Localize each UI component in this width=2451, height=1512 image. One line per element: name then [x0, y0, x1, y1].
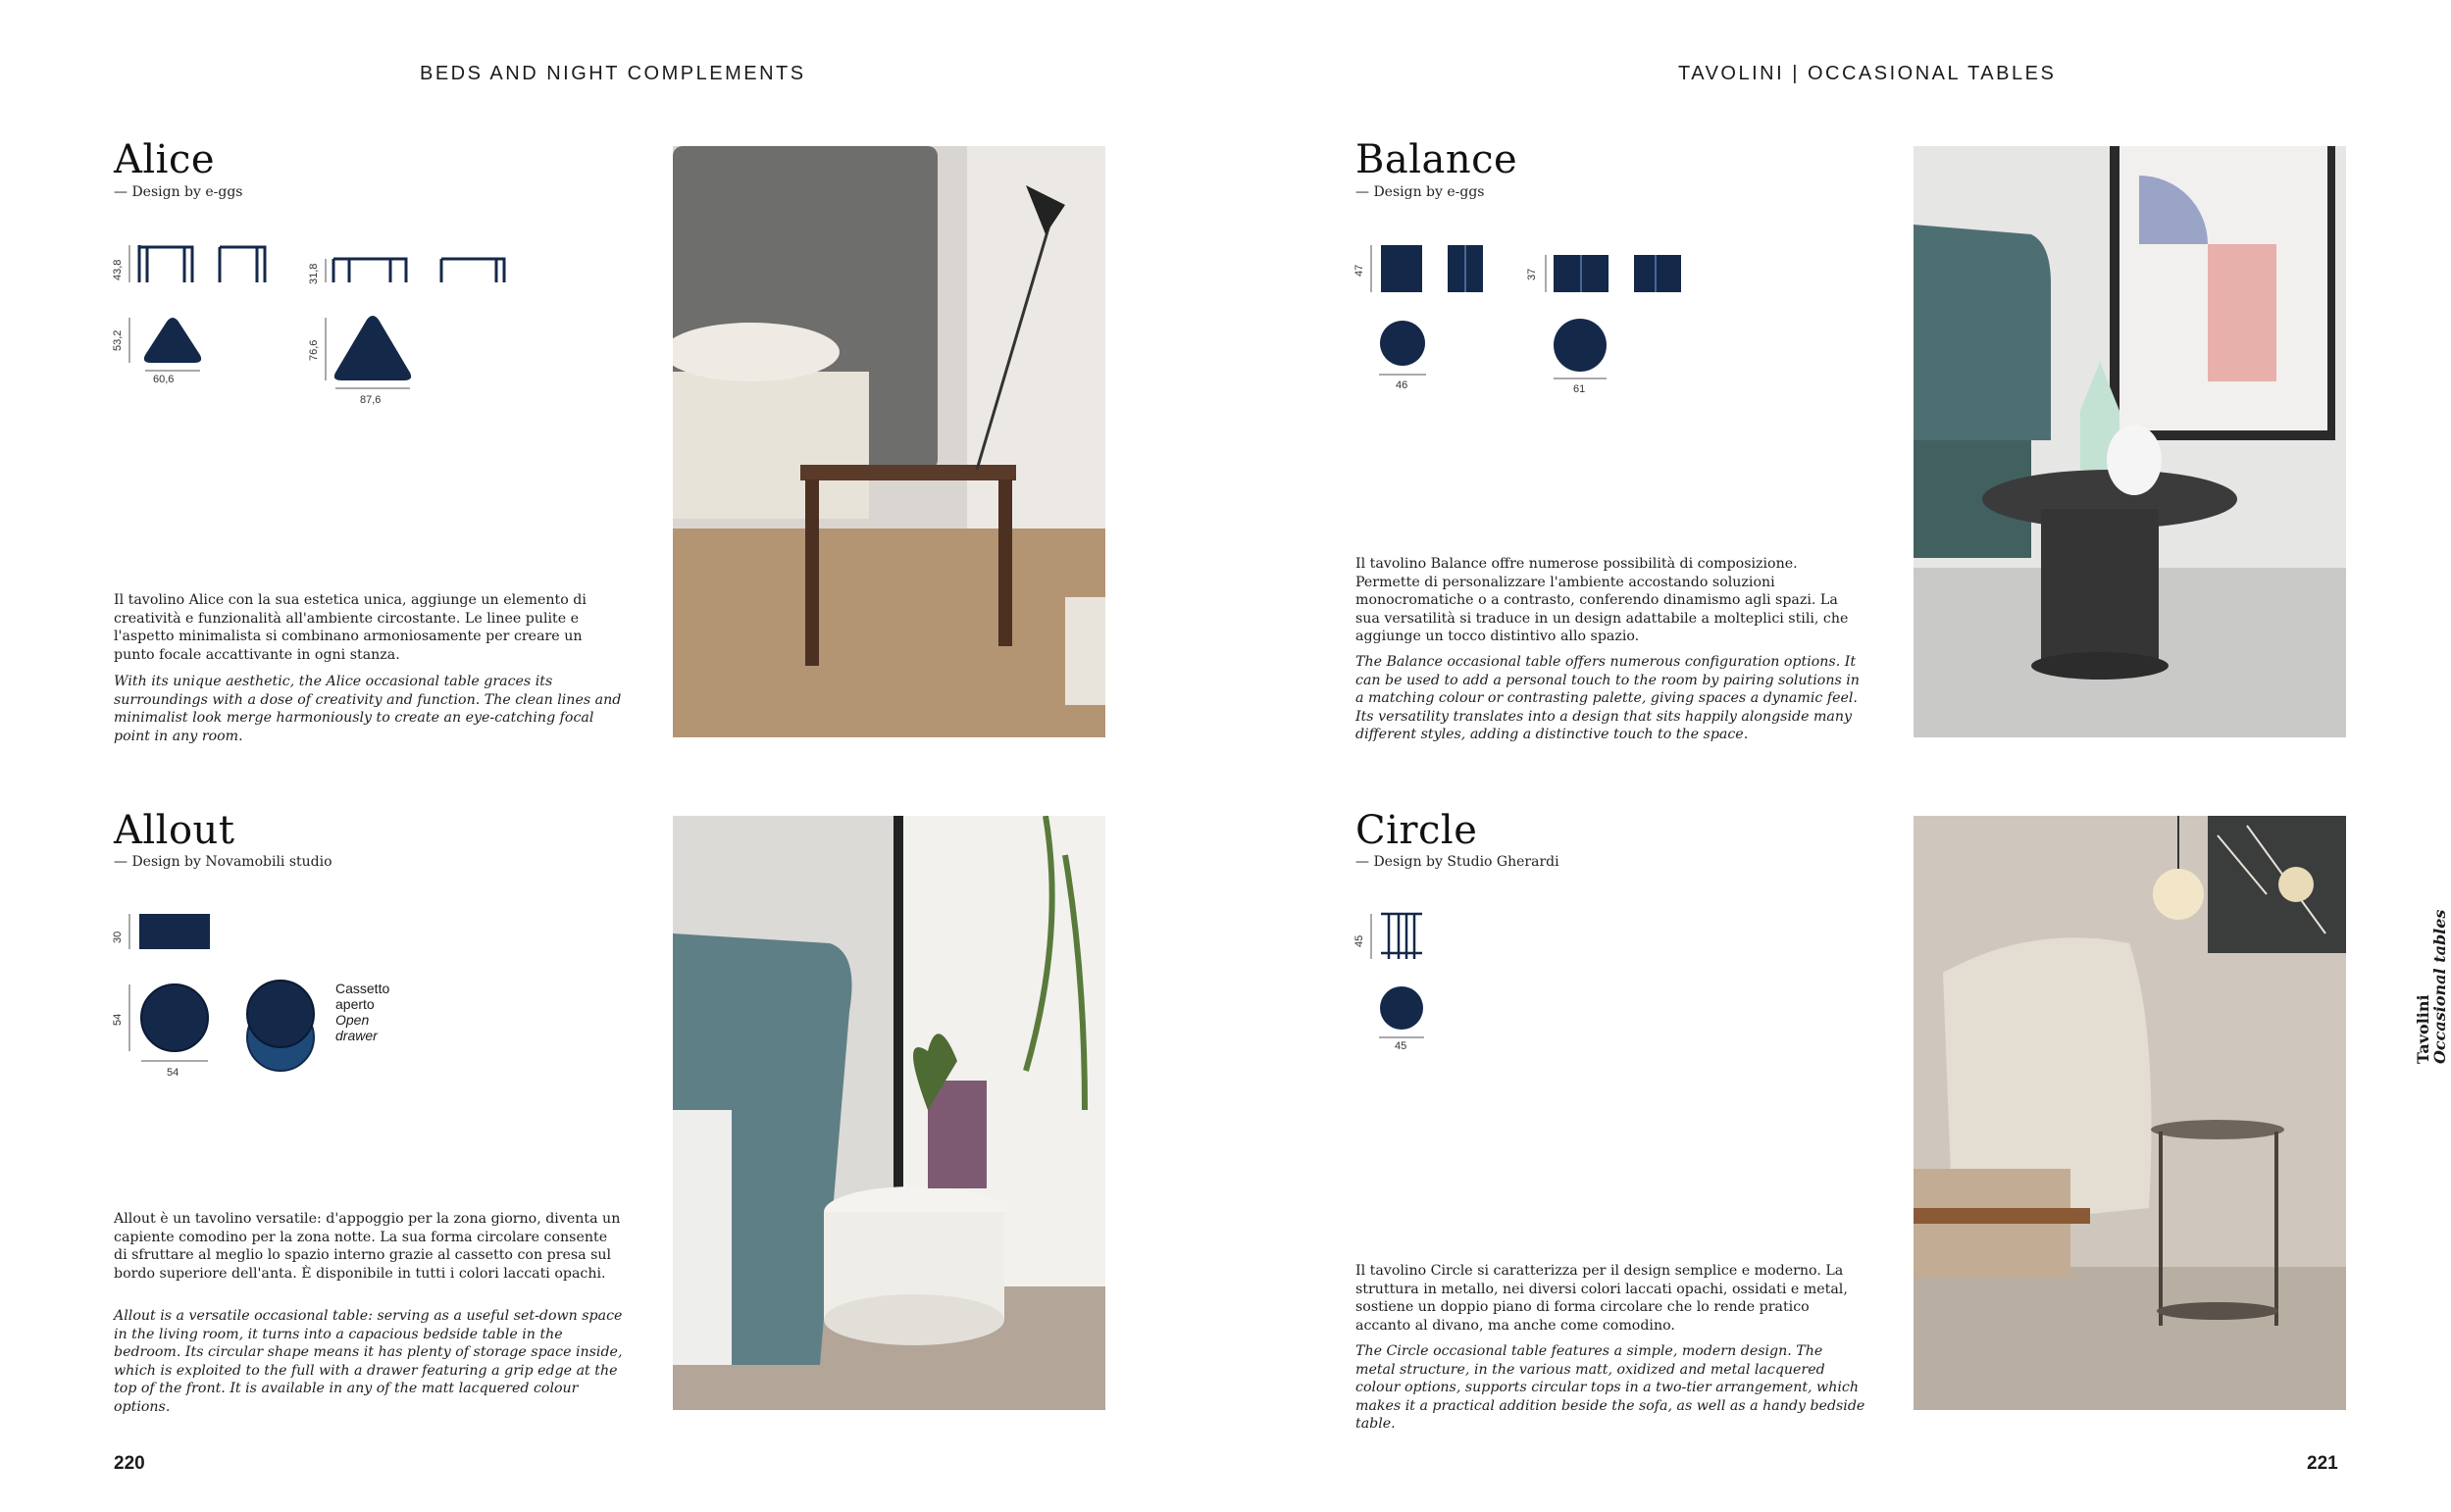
side-label-en: Occasional tables: [2430, 909, 2449, 1064]
balance-large-plan: [1554, 319, 1607, 372]
circle-technical-drawings: [1350, 902, 1467, 1059]
dim-allout-d: 54: [112, 1013, 124, 1026]
balance-small-plan: [1380, 321, 1425, 366]
balance-small-elevation: [1381, 245, 1422, 292]
product-title-circle: Circle: [1355, 808, 1478, 853]
dim-circle-w: 45: [1395, 1040, 1407, 1052]
dim-balance-h1: 47: [1353, 264, 1365, 277]
designer-circle: — Design by Studio Gherardi: [1355, 854, 1559, 870]
dim-balance-w1: 46: [1396, 379, 1408, 391]
allout-note-it-2: aperto: [335, 996, 375, 1012]
designer-alice: — Design by e-ggs: [114, 184, 243, 200]
alice-description-en: With its unique aesthetic, the Alice occasional table graces its surroundings with a dose of creativity and function. The clean lines and minimalist look merge harmoniously to create an eye-catching focal point in any room.: [114, 674, 622, 744]
allout-note-en-1: Open: [335, 1012, 370, 1028]
circle-description-en: The Circle occasional table features a simple, modern design. The metal structure, in the various matt, oxidized and metal lacquered colour options, supports circular tops in a two-tier arrangement, which makes it a practical addition beside the sofa, as well as a handy bedside table.: [1355, 1343, 1865, 1432]
product-title-balance: Balance: [1355, 137, 1518, 182]
balance-product-photo: [1914, 146, 2346, 737]
left-running-header: BEDS AND NIGHT COMPLEMENTS: [420, 63, 806, 84]
allout-product-photo: [673, 816, 1105, 1410]
dim-allout-h: 30: [112, 931, 124, 943]
allout-note-en-2: drawer: [335, 1028, 378, 1043]
alice-large-elevation: [333, 259, 504, 282]
page-number-left: 220: [114, 1453, 145, 1474]
right-running-header: TAVOLINI | OCCASIONAL TABLES: [1678, 63, 2057, 84]
alice-technical-drawings: [108, 235, 520, 412]
alice-small-plan: [144, 318, 201, 363]
allout-note-it-1: Cassetto: [335, 981, 390, 996]
allout-technical-drawings: [108, 902, 343, 1088]
alice-large-plan: [334, 316, 411, 380]
side-label-it: Tavolini: [2414, 994, 2432, 1064]
allout-elevation: [139, 914, 210, 949]
allout-plan: [141, 984, 208, 1051]
allout-description-en: Allout is a versatile occasional table: serving as a useful set-down space in the living room, it turns into a capacious bedside table in the bedroom. Its circular shape means it has plenty of storage space inside, which is exploited to the full with a drawer featuring a grip edge at the top of the front. It is available in any of the matt lacquered colour options.: [114, 1308, 623, 1415]
dim-balance-w2: 61: [1573, 383, 1586, 395]
page-number-right: 221: [2307, 1453, 2338, 1474]
balance-description-it: Il tavolino Balance offre numerose possibilità di composizione. Permette di personalizzare l'ambiente accostando soluzioni monocromatiche o a contrasto, conferendo dinamismo agli spazi. La sua versatilità si traduce in un design adattabile a molteplici stili, che aggiunge un tocco distintivo allo spazio.: [1355, 556, 1849, 644]
balance-description-en: The Balance occasional table offers numerous configuration options. It can be used to add a personal touch to the room by pairing solutions in a matching colour or contrasting palette, giving spaces a dynamic feel. Its versatility translates into a design that sits happily alongside many different styles, adding a distinctive touch to the space.: [1355, 654, 1860, 742]
allout-description-it: Allout è un tavolino versatile: d'appoggio per la zona giorno, diventa un capiente comodino per la zona notte. La sua forma circolare consente di sfruttare al meglio lo spazio interno grazie al cassetto con presa sul bordo superiore dell'anta. È disponibile in tutti i colori laccati opachi.: [114, 1211, 621, 1282]
dim-alice-h1: 43,8: [112, 259, 124, 280]
balance-technical-drawings: [1350, 235, 1703, 402]
circle-description-it: Il tavolino Circle si caratterizza per il design semplice e moderno. La struttura in metallo, nei diversi colori laccati opachi, ossidati e metal, sostiene un doppio piano di forma circolare che lo rende pratico accanto al divano, ma anche come comodino.: [1355, 1263, 1848, 1334]
dim-alice-w2: 87,6: [360, 394, 382, 406]
dim-circle-h: 45: [1353, 934, 1365, 947]
alice-small-elevation: [139, 245, 265, 282]
dim-alice-h2: 31,8: [308, 263, 320, 284]
circle-product-photo: [1914, 816, 2346, 1410]
dim-allout-w: 54: [167, 1067, 179, 1079]
dim-alice-w1: 60,6: [153, 374, 175, 385]
alice-product-photo: [673, 146, 1105, 737]
circle-plan: [1380, 986, 1423, 1030]
designer-balance: — Design by e-ggs: [1355, 184, 1485, 200]
dim-alice-d2: 76,6: [308, 339, 320, 361]
dim-alice-d1: 53,2: [112, 329, 124, 351]
product-title-allout: Allout: [114, 808, 235, 853]
alice-description-it: Il tavolino Alice con la sua estetica unica, aggiunge un elemento di creatività e funzionalità all'ambiente circostante. Le linee pulite e l'aspetto minimalista si combinano armoniosamente per creare un punto focale accattivante in ogni stanza.: [114, 592, 587, 663]
dim-balance-h2: 37: [1526, 268, 1538, 280]
product-title-alice: Alice: [114, 137, 216, 182]
designer-allout: — Design by Novamobili studio: [114, 854, 332, 870]
circle-elevation: [1381, 914, 1422, 959]
